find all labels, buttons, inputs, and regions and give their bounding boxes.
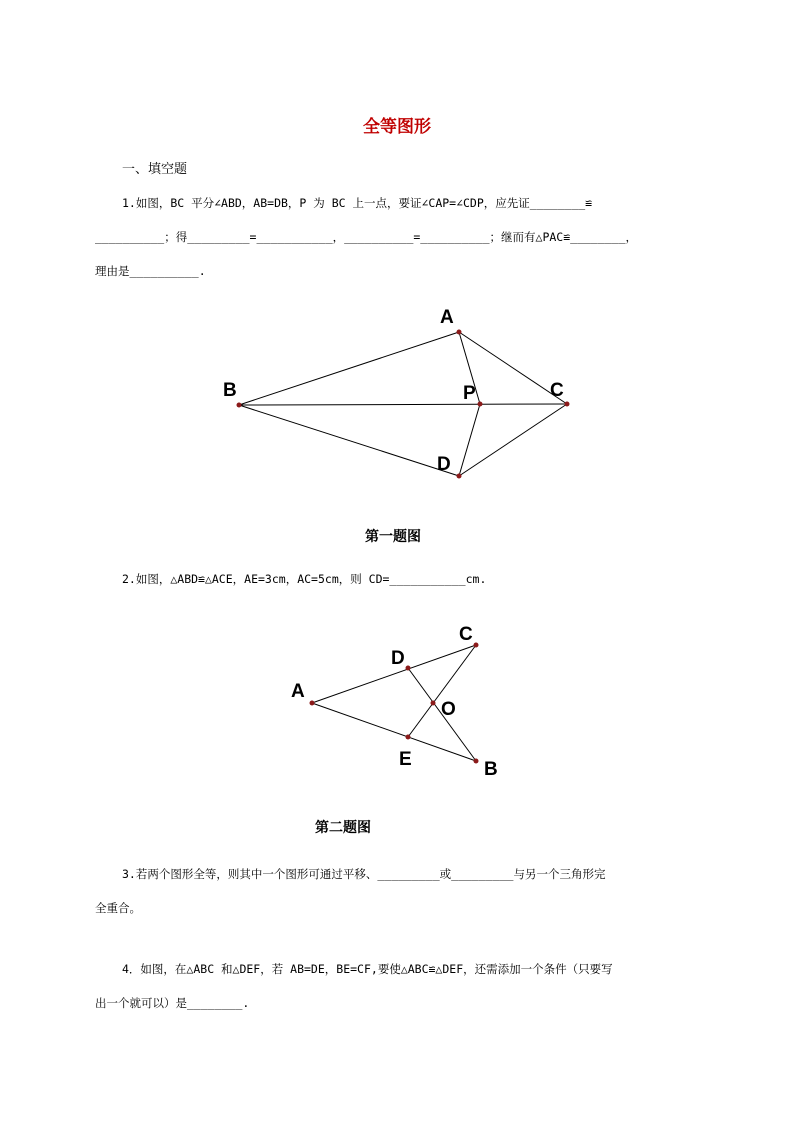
label-c: C bbox=[550, 380, 564, 401]
question-4-line-1: 4．如图，在△ABC 和△DEF，若 AB=DE，BE=CF,要使△ABC≌△DEF，还需添加一个条件（只要写 bbox=[122, 962, 613, 976]
question-3 bbox=[95, 857, 705, 925]
label-o: O bbox=[441, 699, 456, 720]
point-a bbox=[310, 701, 315, 706]
point-b bbox=[237, 403, 242, 408]
question-2 bbox=[95, 562, 705, 596]
point-c bbox=[474, 643, 479, 648]
figure-1 bbox=[0, 0, 794, 520]
point-d bbox=[406, 666, 411, 671]
question-1-line-2: __________；得_________=___________，__________=__________；继而有△PAC≌________， bbox=[95, 230, 638, 244]
label-e: E bbox=[399, 749, 412, 770]
point-o bbox=[431, 701, 436, 706]
question-4 bbox=[95, 952, 705, 1020]
question-1-line-1: 1.如图，BC 平分∠ABD，AB=DB，P 为 BC 上一点，要证∠CAP=∠CDP，应先证________≌ bbox=[122, 196, 593, 210]
segment-bd bbox=[239, 405, 459, 476]
page-title: 全等图形 bbox=[363, 117, 431, 137]
point-p bbox=[478, 402, 483, 407]
label-a: A bbox=[440, 307, 454, 328]
label-b: B bbox=[223, 380, 237, 401]
point-a bbox=[457, 330, 462, 335]
label-b: B bbox=[484, 759, 498, 780]
label-d: D bbox=[391, 648, 405, 669]
question-4-line-2: 出一个就可以）是________. bbox=[95, 996, 250, 1010]
question-3-line-1: 3.若两个图形全等，则其中一个图形可通过平移、_________或_________与另一个三角形完 bbox=[122, 867, 606, 881]
segment-dp bbox=[459, 404, 480, 476]
label-d: D bbox=[437, 454, 451, 475]
point-e bbox=[406, 735, 411, 740]
label-c: C bbox=[459, 624, 473, 645]
figure-2-caption: 第二题图 bbox=[315, 820, 371, 836]
section-heading: 一、填空题 bbox=[122, 162, 188, 177]
label-a: A bbox=[291, 681, 305, 702]
question-2-line-1: 2.如图，△ABD≌△ACE，AE=3cm，AC=5cm，则 CD=___________cm. bbox=[122, 572, 487, 586]
figure-1-caption: 第一题图 bbox=[365, 529, 421, 545]
point-c bbox=[565, 402, 570, 407]
segment-ec bbox=[408, 645, 476, 737]
question-1-line-3: 理由是__________. bbox=[95, 264, 206, 278]
label-p: P bbox=[463, 383, 476, 404]
segment-bc bbox=[239, 404, 567, 405]
figure-2 bbox=[0, 600, 794, 800]
point-b bbox=[474, 759, 479, 764]
question-3-line-2: 全重合。 bbox=[95, 901, 141, 915]
segment-ab bbox=[239, 332, 459, 405]
segment-dc bbox=[459, 404, 567, 476]
point-d bbox=[457, 474, 462, 479]
